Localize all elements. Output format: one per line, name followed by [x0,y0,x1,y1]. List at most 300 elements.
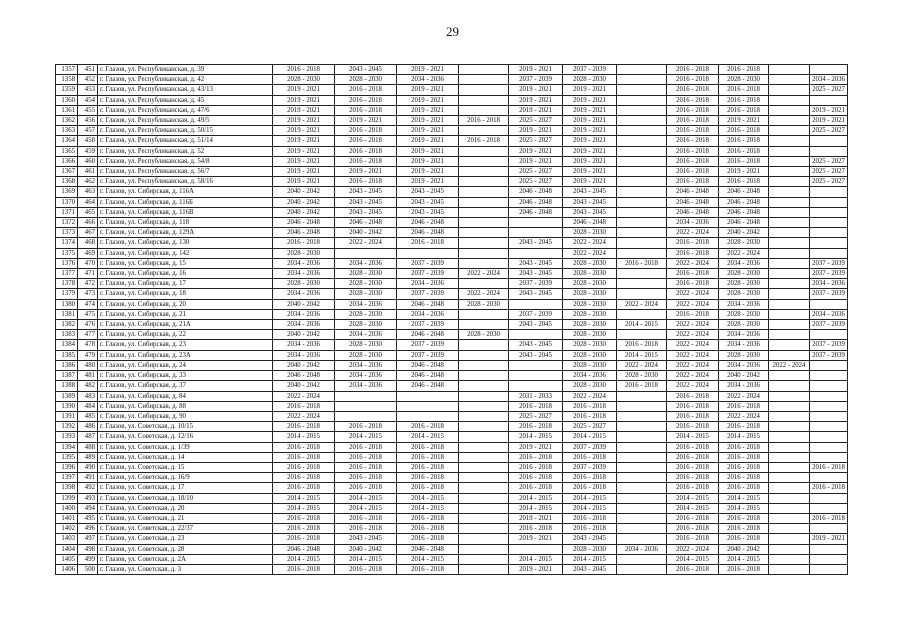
table-cell: 1368 [56,177,78,187]
table-cell: 2037 - 2039 [397,350,459,360]
table-cell [810,554,848,564]
table-cell: 2016 - 2018 [335,462,397,472]
table-cell: 499 [78,554,98,564]
table-row [56,187,848,197]
table-cell: 2028 - 2030 [719,289,769,299]
table-cell: 2028 - 2030 [563,340,617,350]
table-cell: 2019 - 2021 [509,146,563,156]
table-cell [769,340,810,350]
table-row [56,503,848,513]
table-cell: 2016 - 2018 [810,483,848,493]
table-cell: 2019 - 2021 [397,95,459,105]
table-cell: 2016 - 2018 [397,524,459,534]
table-row [56,534,848,544]
table-cell: 2034 - 2036 [335,330,397,340]
table-cell [769,442,810,452]
table-cell: 2016 - 2018 [509,473,563,483]
table-cell: 479 [78,350,98,360]
table-cell [769,564,810,574]
table-cell: 2022 - 2024 [667,381,719,391]
table-cell: 2025 - 2027 [509,116,563,126]
table-cell: 2016 - 2018 [273,65,335,75]
table-cell [617,146,667,156]
table-row [56,452,848,462]
table-row [56,473,848,483]
table-cell: 2014 - 2015 [719,503,769,513]
table-cell: 2016 - 2018 [719,156,769,166]
table-cell [769,391,810,401]
table-row [56,228,848,238]
table-cell: 1370 [56,197,78,207]
table-cell [617,156,667,166]
table-row [56,136,848,146]
table-cell: 2025 - 2027 [509,411,563,421]
table-cell: 2040 - 2042 [273,187,335,197]
table-cell: 2025 - 2027 [810,167,848,177]
table-cell: 2016 - 2018 [335,483,397,493]
table-cell [459,422,509,432]
table-cell: 2016 - 2018 [667,391,719,401]
table-cell: 2016 - 2018 [273,524,335,534]
table-cell: 2043 - 2045 [509,350,563,360]
table-cell [459,432,509,442]
table-cell: 2019 - 2021 [509,95,563,105]
table-cell: 2046 - 2048 [509,197,563,207]
table-cell [617,95,667,105]
table-cell: 2040 - 2042 [273,360,335,370]
table-row [56,513,848,523]
table-cell: 2028 - 2030 [719,75,769,85]
address-cell: г. Глазов, ул. Республиканская, д. 58/16 [98,177,273,187]
table-cell: 1396 [56,462,78,472]
table-cell: 2028 - 2030 [335,350,397,360]
table-cell: 2022 - 2024 [667,340,719,350]
table-cell [617,269,667,279]
table-row [56,146,848,156]
address-cell: г. Глазов, ул. Советская, д. 17 [98,483,273,493]
table-cell: 2040 - 2042 [335,544,397,554]
table-cell: 491 [78,473,98,483]
table-cell [769,289,810,299]
table-cell: 2022 - 2024 [667,320,719,330]
table-cell: 492 [78,483,98,493]
table-cell [617,432,667,442]
table-row [56,360,848,370]
address-cell: г. Глазов, ул. Сибирская, д. 88 [98,401,273,411]
table-cell: 1361 [56,105,78,115]
table-cell: 2043 - 2045 [335,207,397,217]
table-row [56,320,848,330]
address-cell: г. Глазов, ул. Сибирская, д. 33 [98,371,273,381]
table-cell: 2022 - 2024 [273,391,335,401]
table-row [56,75,848,85]
table-cell: 2016 - 2018 [667,116,719,126]
table-cell: 1401 [56,513,78,523]
table-cell: 2037 - 2039 [397,289,459,299]
table-cell: 2016 - 2018 [335,105,397,115]
table-cell: 2037 - 2039 [810,350,848,360]
address-cell: г. Глазов, ул. Республиканская, д. 49/5 [98,116,273,126]
address-cell: г. Глазов, ул. Сибирская, д. 23А [98,350,273,360]
table-cell: 2016 - 2018 [397,442,459,452]
table-cell [617,167,667,177]
table-cell: 2028 - 2030 [719,350,769,360]
table-cell: 2019 - 2021 [397,85,459,95]
table-cell: 1363 [56,126,78,136]
table-cell: 2019 - 2021 [509,534,563,544]
table-cell: 1383 [56,330,78,340]
table-cell: 2016 - 2018 [719,473,769,483]
table-cell [509,299,563,309]
table-row [56,105,848,115]
address-cell: г. Глазов, ул. Республиканская, д. 42 [98,75,273,85]
table-cell [617,503,667,513]
table-cell: 2016 - 2018 [273,442,335,452]
table-cell: 2014 - 2015 [719,432,769,442]
table-cell: 2040 - 2042 [273,330,335,340]
table-cell [769,105,810,115]
table-cell: 2043 - 2045 [563,564,617,574]
table-cell [335,411,397,421]
table-cell: 2016 - 2018 [335,146,397,156]
table-row [56,218,848,228]
table-cell: 2019 - 2021 [509,105,563,115]
table-row [56,299,848,309]
table-cell: 1382 [56,320,78,330]
table-row [56,238,848,248]
table-cell: 2046 - 2048 [667,197,719,207]
table-cell: 2016 - 2018 [719,534,769,544]
table-cell [769,269,810,279]
table-cell [509,371,563,381]
table-cell: 2016 - 2018 [667,167,719,177]
table-cell: 2016 - 2018 [667,462,719,472]
table-cell [810,503,848,513]
table-cell: 2016 - 2018 [667,411,719,421]
table-cell: 2016 - 2018 [509,462,563,472]
table-cell: 2022 - 2024 [563,391,617,401]
table-cell: 2028 - 2030 [719,309,769,319]
table-cell: 2016 - 2018 [719,452,769,462]
table-cell: 2019 - 2021 [509,513,563,523]
table-cell: 2016 - 2018 [335,85,397,95]
table-cell: 481 [78,371,98,381]
table-cell: 497 [78,534,98,544]
address-cell: г. Глазов, ул. Республиканская, д. 50/15 [98,126,273,136]
table-cell: 1360 [56,95,78,105]
table-cell: 2037 - 2039 [509,279,563,289]
table-cell [459,371,509,381]
table-cell [509,544,563,554]
table-cell: 2019 - 2021 [810,534,848,544]
table-cell [617,136,667,146]
table-cell: 2016 - 2018 [667,534,719,544]
table-cell: 1369 [56,187,78,197]
table-cell: 2019 - 2021 [810,116,848,126]
address-cell: г. Глазов, ул. Советская, д. 15 [98,462,273,472]
table-cell: 2043 - 2045 [563,534,617,544]
table-cell: 2019 - 2021 [397,177,459,187]
table-cell: 2019 - 2021 [397,105,459,115]
table-cell: 1394 [56,442,78,452]
table-cell: 2016 - 2018 [335,136,397,146]
table-cell: 2019 - 2021 [719,167,769,177]
table-cell [769,350,810,360]
table-cell: 495 [78,513,98,523]
table-cell [617,126,667,136]
table-cell: 1406 [56,564,78,574]
table-cell: 2046 - 2048 [273,218,335,228]
table-cell: 2028 - 2030 [563,269,617,279]
table-cell: 2028 - 2030 [273,248,335,258]
table-cell [617,462,667,472]
table-cell [769,299,810,309]
table-row [56,207,848,217]
address-cell: г. Глазов, ул. Сибирская, д. 21 [98,309,273,319]
table-cell: 2043 - 2045 [563,207,617,217]
table-cell: 2046 - 2048 [273,544,335,554]
table-cell: 2016 - 2018 [459,116,509,126]
address-cell: г. Глазов, ул. Сибирская, д. 116А [98,187,273,197]
table-cell: 2043 - 2045 [509,320,563,330]
table-cell [459,258,509,268]
table-cell: 1379 [56,289,78,299]
table-cell: 2016 - 2018 [335,452,397,462]
table-cell: 2014 - 2015 [509,554,563,564]
table-cell: 2014 - 2015 [273,432,335,442]
table-cell: 2016 - 2018 [563,473,617,483]
address-cell: г. Глазов, ул. Сибирская, д. 130 [98,238,273,248]
address-cell: г. Глазов, ул. Советская, д. 20 [98,503,273,513]
table-cell: 2016 - 2018 [667,524,719,534]
table-cell [617,289,667,299]
table-cell: 2014 - 2015 [509,503,563,513]
table-cell [769,330,810,340]
table-cell: 2016 - 2018 [397,483,459,493]
table-cell [617,279,667,289]
address-cell: г. Глазов, ул. Сибирская, д. 20 [98,299,273,309]
table-cell: 2034 - 2036 [563,371,617,381]
table-cell: 2028 - 2030 [335,279,397,289]
table-cell [335,248,397,258]
table-cell [617,105,667,115]
table-cell [810,95,848,105]
table-cell: 2022 - 2024 [617,360,667,370]
table-cell [810,422,848,432]
table-cell: 2034 - 2036 [273,320,335,330]
address-cell: г. Глазов, ул. Советская, д. 28 [98,544,273,554]
table-cell: 2014 - 2015 [397,493,459,503]
table-cell [769,228,810,238]
table-cell: 2019 - 2021 [563,95,617,105]
table-cell: 2037 - 2039 [563,462,617,472]
table-cell [769,116,810,126]
table-cell: 2046 - 2048 [719,187,769,197]
table-cell: 1390 [56,401,78,411]
table-cell: 2019 - 2021 [563,146,617,156]
table-cell: 1359 [56,85,78,95]
table-cell [810,452,848,462]
table-cell: 2028 - 2030 [563,258,617,268]
table-cell: 1404 [56,544,78,554]
table-row [56,371,848,381]
table-cell [459,238,509,248]
table-cell: 2016 - 2018 [509,422,563,432]
table-cell [459,187,509,197]
address-cell: г. Глазов, ул. Советская, д. 1/39 [98,442,273,452]
address-cell: г. Глазов, ул. Сибирская, д. 118 [98,218,273,228]
table-cell: 2034 - 2036 [810,309,848,319]
table-cell: 2037 - 2039 [563,442,617,452]
table-cell [810,493,848,503]
table-cell: 2028 - 2030 [335,340,397,350]
table-cell [459,554,509,564]
table-cell: 2014 - 2015 [719,493,769,503]
table-cell: 2014 - 2015 [397,554,459,564]
table-cell [769,493,810,503]
table-cell [769,401,810,411]
table-cell: 478 [78,340,98,350]
table-cell: 2016 - 2018 [667,513,719,523]
address-cell: г. Глазов, ул. Сибирская, д. 15 [98,258,273,268]
table-row [56,422,848,432]
table-cell: 2016 - 2018 [563,513,617,523]
table-cell [459,360,509,370]
table-cell: 2034 - 2036 [719,330,769,340]
table-cell [769,503,810,513]
table-cell [769,544,810,554]
table-cell: 2028 - 2030 [563,299,617,309]
table-cell: 2019 - 2021 [273,136,335,146]
table-cell: 2014 - 2015 [335,493,397,503]
table-cell: 2016 - 2018 [397,473,459,483]
table-cell: 1388 [56,381,78,391]
address-cell: г. Глазов, ул. Сибирская, д. 116Б [98,197,273,207]
table-cell: 2016 - 2018 [273,452,335,462]
table-cell: 2034 - 2036 [397,75,459,85]
table-row [56,309,848,319]
table-cell: 2016 - 2018 [335,524,397,534]
table-cell: 2016 - 2018 [667,126,719,136]
table-cell: 498 [78,544,98,554]
table-cell: 2016 - 2018 [667,309,719,319]
table-cell: 2028 - 2030 [335,320,397,330]
table-cell: 2019 - 2021 [335,167,397,177]
table-cell [459,544,509,554]
table-cell: 2046 - 2048 [335,218,397,228]
table-cell: 2022 - 2024 [667,330,719,340]
table-cell [459,350,509,360]
table-cell: 2028 - 2030 [563,289,617,299]
table-cell: 2037 - 2039 [810,258,848,268]
table-row [56,544,848,554]
table-cell: 2028 - 2030 [335,269,397,279]
table-cell: 2014 - 2015 [563,432,617,442]
address-cell: г. Глазов, ул. Советская, д. 21 [98,513,273,523]
table-cell [459,65,509,75]
address-cell: г. Глазов, ул. Сибирская, д. 16 [98,269,273,279]
table-cell: 2016 - 2018 [397,452,459,462]
table-cell [459,75,509,85]
table-cell: 2028 - 2030 [563,309,617,319]
table-cell [769,187,810,197]
table-cell [459,564,509,574]
table-cell [617,187,667,197]
table-cell: 1392 [56,422,78,432]
table-cell: 2019 - 2021 [397,156,459,166]
table-cell [509,218,563,228]
table-cell: 2046 - 2048 [397,544,459,554]
table-cell: 2034 - 2036 [719,258,769,268]
table-row [56,156,848,166]
table-cell: 1378 [56,279,78,289]
table-cell: 2016 - 2018 [563,483,617,493]
table-cell: 2043 - 2045 [509,238,563,248]
table-cell: 2016 - 2018 [563,411,617,421]
table-cell [459,493,509,503]
table-cell: 2040 - 2042 [335,228,397,238]
table-cell [769,248,810,258]
table-cell: 2014 - 2015 [335,432,397,442]
table-cell: 2034 - 2036 [719,360,769,370]
table-cell: 2043 - 2045 [335,534,397,544]
table-cell [459,411,509,421]
address-cell: г. Глазов, ул. Сибирская, д. 116В [98,207,273,217]
table-cell: 2016 - 2018 [273,462,335,472]
address-cell: г. Глазов, ул. Советская, д. 22/37 [98,524,273,534]
table-cell: 2016 - 2018 [509,401,563,411]
table-cell: 2022 - 2024 [667,350,719,360]
table-cell [617,422,667,432]
table-cell [459,177,509,187]
table-cell [769,167,810,177]
table-cell: 2034 - 2036 [273,309,335,319]
table-cell: 2043 - 2045 [563,197,617,207]
table-cell [459,146,509,156]
table-cell: 2014 - 2015 [667,503,719,513]
table-cell [617,248,667,258]
table-cell: 1389 [56,391,78,401]
table-cell: 2019 - 2021 [563,167,617,177]
table-cell [335,391,397,401]
table-cell [459,197,509,207]
table-cell: 2040 - 2042 [719,371,769,381]
table-cell: 1377 [56,269,78,279]
table-cell: 2022 - 2024 [617,299,667,309]
table-cell: 2016 - 2018 [667,75,719,85]
table-cell [617,513,667,523]
table-cell: 2022 - 2024 [335,238,397,248]
table-cell: 2028 - 2030 [719,269,769,279]
table-cell: 1372 [56,218,78,228]
table-cell: 487 [78,432,98,442]
table-cell [769,411,810,421]
table-cell: 2019 - 2021 [397,167,459,177]
table-cell: 2022 - 2024 [563,238,617,248]
table-cell [397,411,459,421]
table-cell [810,146,848,156]
table-cell: 483 [78,391,98,401]
table-cell: 1358 [56,75,78,85]
table-cell: 452 [78,75,98,85]
table-cell [810,391,848,401]
table-cell: 2034 - 2036 [667,218,719,228]
table-cell: 2016 - 2018 [273,422,335,432]
table-cell: 1380 [56,299,78,309]
table-cell: 2016 - 2018 [335,126,397,136]
table-row [56,411,848,421]
table-cell: 494 [78,503,98,513]
